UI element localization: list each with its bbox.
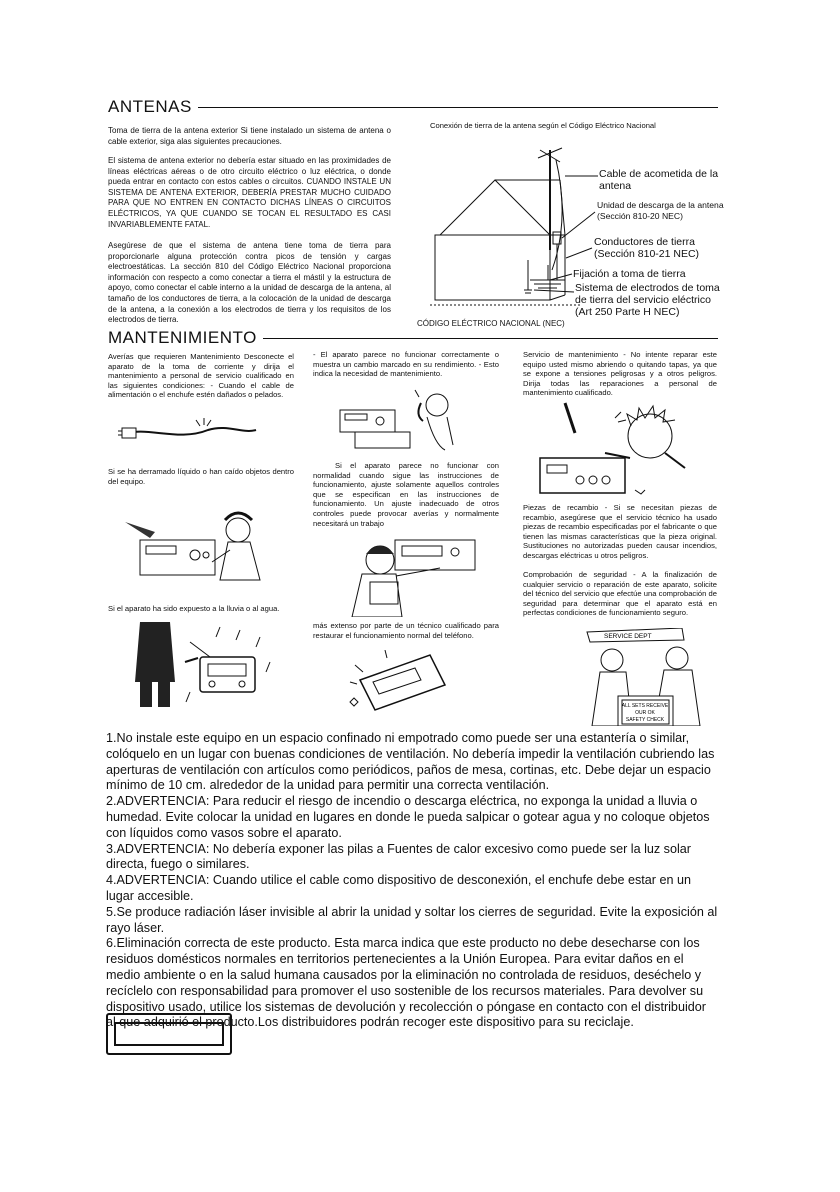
antenas-title: ANTENAS [108, 97, 198, 117]
spilled-liquid-illustration [120, 510, 280, 595]
phone-radio-illustration [335, 385, 470, 455]
rain-exposure-illustration [130, 622, 290, 712]
antenas-rule [108, 107, 718, 108]
label-fijacion: Fijación a toma de tierra [573, 268, 686, 280]
col1-text-c: Si el aparato ha sido expuesto a la lluvia o al agua. [108, 604, 280, 613]
damaged-cord-illustration [118, 412, 258, 448]
laser-class-label [106, 1013, 232, 1055]
svg-text:SAFETY CHECK: SAFETY CHECK [625, 717, 665, 723]
sign-service-text: SERVICE DEPT [604, 633, 652, 640]
antenas-warning: El sistema de antena exterior no debería estar situado en las proximidades de líneas eléctricas aéreas o de otro circuito eléctrico o luz eléctrica, o donde pueda entrar en contacto con estos cables o circuitos. CUANDO INSTALE UN SISTEMA DE ANTENA EXTERIOR, DEBERÍA PRESTAR MUCHO CUIDADO PARA QUE NO ENTREN EN CONTACTO DICHAS LÍNEAS O CIRCUITOS ELÉCTRICOS, YA QUE CUANDO SE TOCAN EL RESULTADO ES CASI INVARIABLEMENTE FATAL. [108, 156, 391, 229]
label-sistema: Sistema de electrodos de toma de tierra del servicio eléctrico (Art 250 Parte H NEC) [575, 282, 720, 318]
antenas-grounding: Asegúrese de que el sistema de antena tiene toma de tierra para proporcionarle alguna protección contra picos de tensión y cargas electroestáticas. La sección 810 del Código Eléctrico Nacional proporciona información con respecto a como conectar a tierra el mástil y la estructura de apoyo, como conectar el cable interno a la unidad de descarga de la antena, al tamaño de los conductores de tierra, a la colocación de la unidad de descarga de la antena, a la conexión a los electrodos de tierra y los requisitos de los electrodos de tierra. [108, 241, 391, 325]
label-cable: Cable de acometida de la antena [599, 168, 719, 192]
col3-text-a: Servicio de mantenimiento - No intente reparar este equipo usted mismo abriendo o quitando tapas, ya que se expone a tensiones peligrosas y a otros peligros. Dirija todas las reparaciones a personal de mantenimiento cualificado. [523, 350, 717, 398]
diagram-title: Conexión de tierra de la antena según el Código Eléctrico Nacional [430, 121, 656, 130]
col2-text-c: más extenso por parte de un técnico cualificado para restaurar el funcionamiento normal del teléfono. [313, 621, 499, 640]
note-6: 6.Eliminación correcta de este producto. Esta marca indica que este producto no debe desecharse con los residuos domésticos normales en territorios pertenecientes a la Unión Europea. Para evitar daños en el medio ambiente o en la salud humana causados por la eliminación no controlada de residuos, deséchelo y recíclelo con responsabilidad para promover el uso sostenible de los recursos materiales. Para devolver su dispositivo usado, utilice los sistemas de devolución y recolección o póngase en contacto con el distribuidor al que adquirió el producto.Los distribuidores podrán recoger este dispositivo para su reciclaje. [106, 936, 706, 1030]
note-3: 3.ADVERTENCIA: No debería exponer las pilas a Fuentes de calor excesivo como puede ser la luz solar directa, fuego o similares. [106, 841, 691, 872]
dropped-device-illustration [345, 650, 455, 715]
self-repair-shock-illustration [535, 398, 700, 503]
label-conductores: Conductores de tierra (Sección 810-21 NEC) [594, 236, 700, 260]
col3-text-b: Piezas de recambio - Si se necesitan piezas de recambio, asegúrese que el servicio técnico ha usado piezas de recambio especificadas por el fabricante o que tienen las mismas características que la pieza original. Sustituciones no autorizadas pueden causar incendios, descargas eléctricas u otros peligros. [523, 503, 717, 560]
col1-text-a: Averías que requieren Mantenimiento Desconecte el aparato de la toma de corriente y dirija el mantenimiento a personal de servicio cualificado en las siguientes condiciones: - Cuando el cable de alimentación o el enchufe estén dañados o pelados. [108, 352, 294, 400]
svg-text:OUR OK: OUR OK [635, 710, 655, 716]
note-5: 5.Se produce radiación láser invisible al abrir la unidad y soltar los cierres de seguridad. Evite la exposición al rayo láser. [106, 904, 718, 935]
notes-list [106, 731, 718, 1031]
note-4: 4.ADVERTENCIA: Cuando utilice el cable como dispositivo de desconexión, el enchufe debe estar en un lugar accesible. [106, 873, 692, 903]
antenas-intro: Toma de tierra de la antena exterior Si tiene instalado un sistema de antena o cable exterior, siga alas siguientes precauciones. [108, 126, 391, 146]
col2-text-a: - El aparato parece no funcionar correctamente o muestra un cambio marcado en su rendimiento. - Esto indica la necesidad de mantenimiento. [313, 350, 499, 379]
mantenimiento-title: MANTENIMIENTO [108, 328, 263, 348]
col2-text-b: Si el aparato parece no funcionar con normalidad cuando sigue las instrucciones de funcionamiento, ajuste solamente aquellos controles que se especifican en las instrucciones de funcionamiento. Un ajuste inadecuado de otros controles puede provocar averías y normalmente necesitará un trabajo [313, 461, 499, 528]
note-1: 1.No instale este equipo en un espacio confinado ni empotrado como puede ser una estantería o similar, colóquelo en un lugar con buenas condiciones de ventilación. No debería impedir la ventilación cubriendo las aperturas de ventilación con artículos como periódicos, paños de mesa, cortinas, etc. Debe dejar un espacio mínimo de 10 cm. alrededor de la unidad para permitir una correcta ventilación. [106, 731, 715, 793]
svg-text:ALL SETS RECEIVE: ALL SETS RECEIVE [621, 703, 669, 709]
label-unidad: Unidad de descarga de la antena (Sección 810-20 NEC) [597, 200, 724, 221]
safety-check-illustration [582, 628, 712, 726]
col3-text-c: Comprobación de seguridad - A la finalización de cualquier servicio o reparación de este aparato, solicite del técnico del servicio que efectúe una comprobación de seguridad para determinar que el aparato está en perfectas condiciones de funcionamiento seguro. [523, 570, 717, 618]
laser-class-label-inner [114, 1022, 224, 1046]
col1-text-b: Si se ha derramado líquido o han caído objetos dentro del equipo. [108, 467, 294, 486]
adjusting-controls-illustration [340, 532, 480, 617]
diagram-caption: CÓDIGO ELÉCTRICO NACIONAL (NEC) [417, 319, 565, 328]
note-2: 2.ADVERTENCIA: Para reducir el riesgo de incendio o descarga eléctrica, no exponga la unidad a lluvia o humedad. Evite colocar la unidad en lugares en donde le pueda salpicar o gotear agua y no coloque objetos con líquidos como vasos sobre el aparato. [106, 794, 710, 840]
